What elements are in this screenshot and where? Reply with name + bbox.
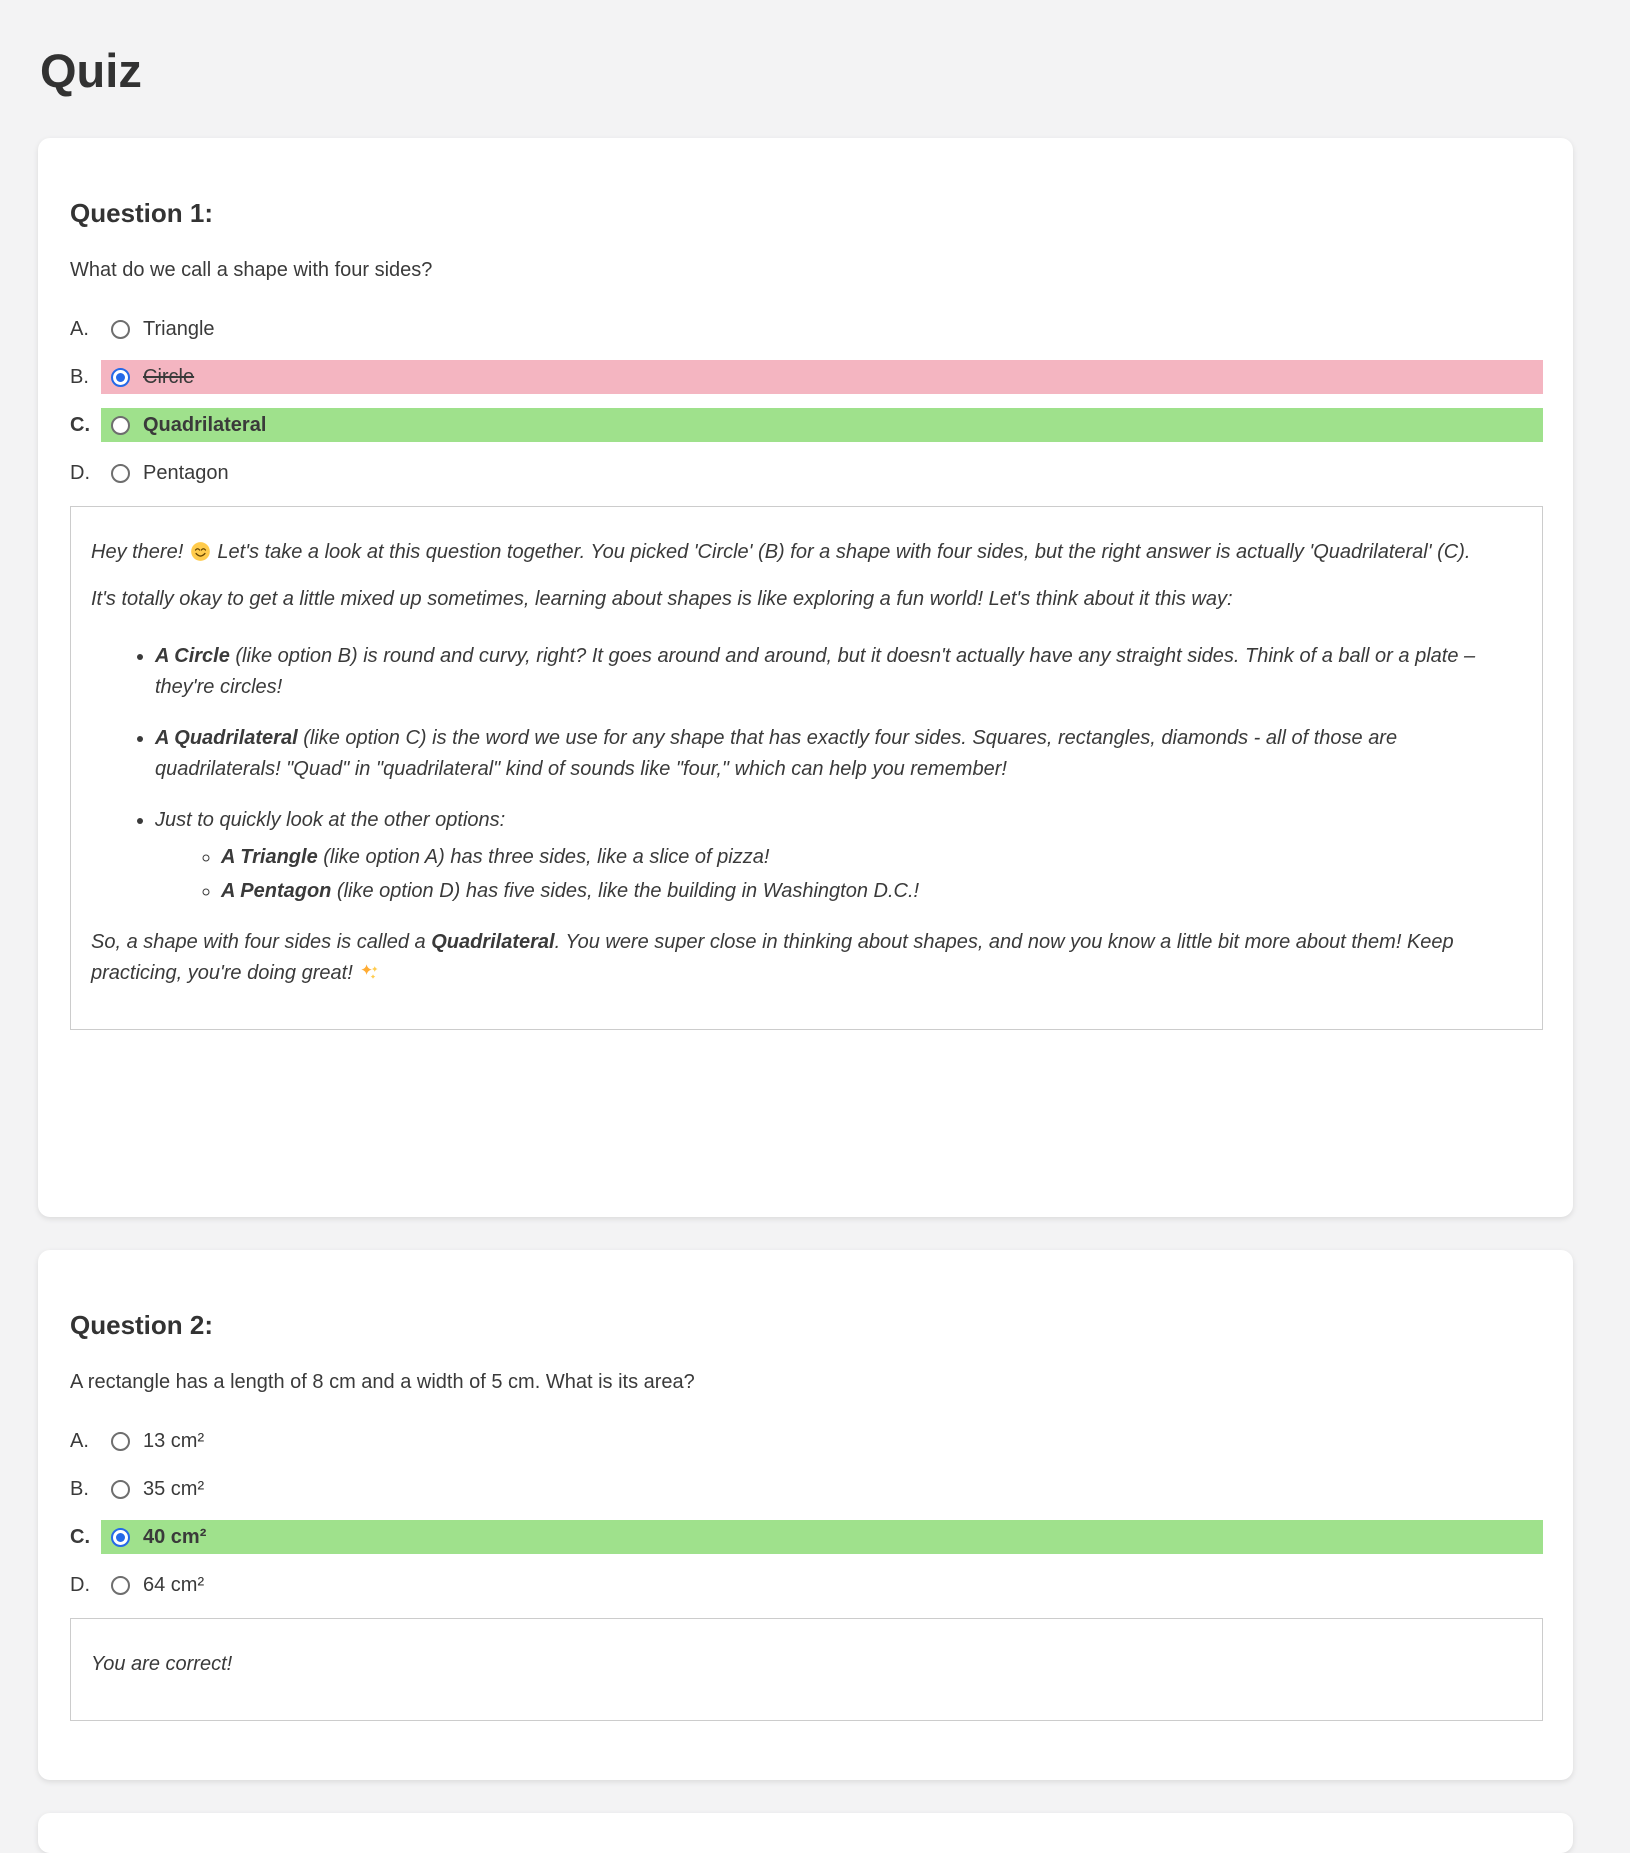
page-title: Quiz	[40, 44, 142, 97]
option-choice[interactable]	[101, 1520, 1543, 1554]
question-1-text: What do we call a shape with four sides?	[70, 259, 433, 282]
feedback-paragraph	[91, 927, 1522, 989]
option-label[interactable]: Pentagon	[143, 461, 229, 484]
question-card-1	[38, 138, 1573, 1217]
question-2-options	[70, 1424, 1543, 1602]
option-choice[interactable]	[101, 408, 1543, 442]
option-choice[interactable]	[101, 1424, 1543, 1458]
question-2-feedback-box	[70, 1618, 1543, 1721]
smiling-face-emoji	[189, 541, 212, 563]
feedback-text-segment: (like option D) has five sides, like the building in Washington D.C.!	[331, 880, 920, 903]
quiz-page	[38, 0, 1573, 1853]
feedback-sublist-item	[221, 842, 1522, 873]
question-2-option-b	[70, 1472, 1543, 1506]
option-letter: D.	[70, 461, 90, 484]
feedback-list	[91, 641, 1522, 907]
question-1-option-d	[70, 456, 1543, 490]
feedback-text-segment: . You were super close in thinking about shapes, and now you know a little bit more about them! Keep practicing, you're doing great!	[91, 931, 1454, 985]
question-2-heading: Question 2:	[70, 1310, 214, 1341]
feedback-paragraph	[91, 537, 1522, 568]
feedback-list-item	[155, 641, 1522, 703]
question-2-option-a	[70, 1424, 1543, 1458]
question-1-options	[70, 312, 1543, 490]
option-letter: C.	[70, 413, 90, 436]
option-letter: C.	[70, 1525, 90, 1548]
radio-button[interactable]	[111, 1432, 130, 1451]
option-choice[interactable]	[101, 360, 1543, 394]
question-2-option-c	[70, 1520, 1543, 1554]
question-card-2	[38, 1250, 1573, 1780]
radio-button[interactable]	[111, 464, 130, 483]
feedback-text-segment: You are correct!	[91, 1653, 233, 1676]
radio-button[interactable]	[111, 368, 130, 387]
feedback-text-segment: So, a shape with four sides is called a	[91, 931, 432, 954]
question-2-option-d	[70, 1568, 1543, 1602]
feedback-paragraph	[91, 584, 1522, 615]
option-choice[interactable]	[101, 456, 1543, 490]
radio-button[interactable]	[111, 1576, 130, 1595]
radio-button[interactable]	[111, 416, 130, 435]
feedback-text-segment: A Quadrilateral	[155, 727, 298, 750]
option-label[interactable]: 13 cm²	[143, 1429, 205, 1452]
feedback-sublist	[155, 842, 1522, 907]
feedback-text-segment: A Triangle	[221, 846, 318, 869]
feedback-text-segment: (like option B) is round and curvy, right? It goes around and around, but it doesn't actually have any straight sides. Think of a ball or a plate – they're circles!	[155, 645, 1476, 699]
question-card-3-peek	[38, 1813, 1573, 1853]
option-label[interactable]: 35 cm²	[143, 1477, 205, 1500]
radio-button[interactable]	[111, 320, 130, 339]
feedback-sublist-item	[221, 876, 1522, 907]
option-choice[interactable]	[101, 1472, 1543, 1506]
feedback-text-segment: It's totally okay to get a little mixed up sometimes, learning about shapes is like exploring a fun world! Let's think about it this way:	[91, 588, 1233, 611]
feedback-text-segment: Quadrilateral	[431, 931, 555, 954]
feedback-text-segment: (like option C) is the word we use for any shape that has exactly four sides. Squares, rectangles, diamonds - all of those are quadrilaterals! "Quad" in "quadrilateral" kind of sounds like "four," which can help you remember!	[155, 727, 1398, 781]
feedback-text-segment: Just to quickly look at the other options:	[155, 809, 506, 832]
option-choice[interactable]	[101, 1568, 1543, 1602]
option-letter: B.	[70, 365, 89, 388]
option-label[interactable]: Circle	[143, 365, 195, 388]
question-1-option-b	[70, 360, 1543, 394]
option-label[interactable]: Quadrilateral	[143, 413, 267, 436]
question-2-text: A rectangle has a length of 8 cm and a width of 5 cm. What is its area?	[70, 1371, 695, 1394]
option-label[interactable]: 64 cm²	[143, 1573, 205, 1596]
question-1-option-c	[70, 408, 1543, 442]
option-letter: A.	[70, 317, 89, 340]
feedback-text-segment: A Pentagon	[221, 880, 332, 903]
option-letter: A.	[70, 1429, 89, 1452]
option-letter: B.	[70, 1477, 89, 1500]
option-label[interactable]: Triangle	[143, 317, 215, 340]
question-1-heading: Question 1:	[70, 198, 214, 229]
feedback-text-segment: A Circle	[155, 645, 230, 668]
option-choice[interactable]	[101, 312, 1543, 346]
feedback-paragraph	[91, 1649, 1522, 1680]
feedback-text-segment: Let's take a look at this question together. You picked 'Circle' (B) for a shape with four sides, but the right answer is actually 'Quadrilateral' (C).	[211, 541, 1471, 564]
feedback-text-segment: Hey there!	[91, 541, 189, 564]
option-letter: D.	[70, 1573, 90, 1596]
radio-button[interactable]	[111, 1528, 130, 1547]
question-1-feedback-box	[70, 506, 1543, 1030]
question-1-option-a	[70, 312, 1543, 346]
option-label[interactable]: 40 cm²	[143, 1525, 207, 1548]
feedback-text-segment: (like option A) has three sides, like a slice of pizza!	[317, 846, 770, 869]
feedback-list-item	[155, 723, 1522, 785]
radio-button[interactable]	[111, 1480, 130, 1499]
feedback-list-item	[155, 805, 1522, 907]
sparkles-emoji	[358, 962, 381, 984]
